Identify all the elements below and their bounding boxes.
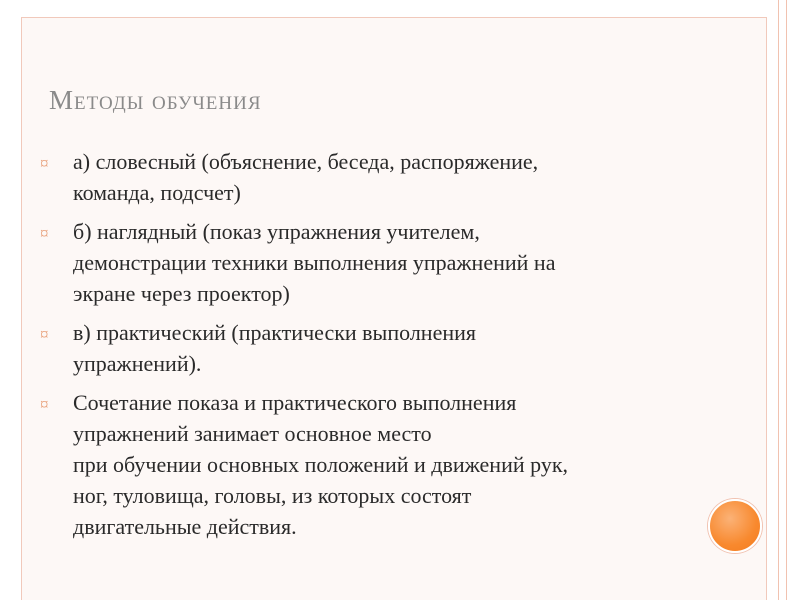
bullet-icon: ¤: [40, 154, 49, 173]
decorative-line-2: [786, 0, 787, 600]
list-item-line: упражнений занимает основное место: [73, 421, 432, 446]
list-item-line: Сочетание показа и практического выполнения: [73, 390, 517, 415]
bullet-icon: ¤: [40, 325, 49, 344]
bullet-icon: ¤: [40, 395, 49, 414]
list-item-line: двигательные действия.: [73, 514, 297, 539]
slide-title: Методы обучения: [49, 85, 262, 115]
list-item-line: команда, подсчет): [73, 180, 241, 205]
list-item-line: демонстрации техники выполнения упражнений на: [73, 250, 556, 275]
list-item-line: ног, туловища, головы, из которых состоят: [73, 483, 472, 508]
bullet-icon: ¤: [40, 224, 49, 243]
bullet-list: [40, 146, 720, 550]
list-item-line: в) практический (практически выполнения: [73, 320, 477, 345]
list-item-line: б) наглядный (показ упражнения учителем,: [73, 219, 480, 244]
decorative-line-1: [778, 0, 779, 600]
list-item: [40, 387, 720, 542]
orange-circle-icon: [708, 499, 762, 553]
list-item-line: при обучении основных положений и движений рук,: [73, 452, 569, 477]
list-item: [40, 216, 720, 309]
list-item-line: а) словесный (объяснение, беседа, распоряжение,: [73, 149, 539, 174]
list-item: [40, 146, 720, 208]
list-item: [40, 317, 720, 379]
list-item-line: экране через проектор): [73, 281, 290, 306]
list-item-line: упражнений).: [73, 351, 202, 376]
